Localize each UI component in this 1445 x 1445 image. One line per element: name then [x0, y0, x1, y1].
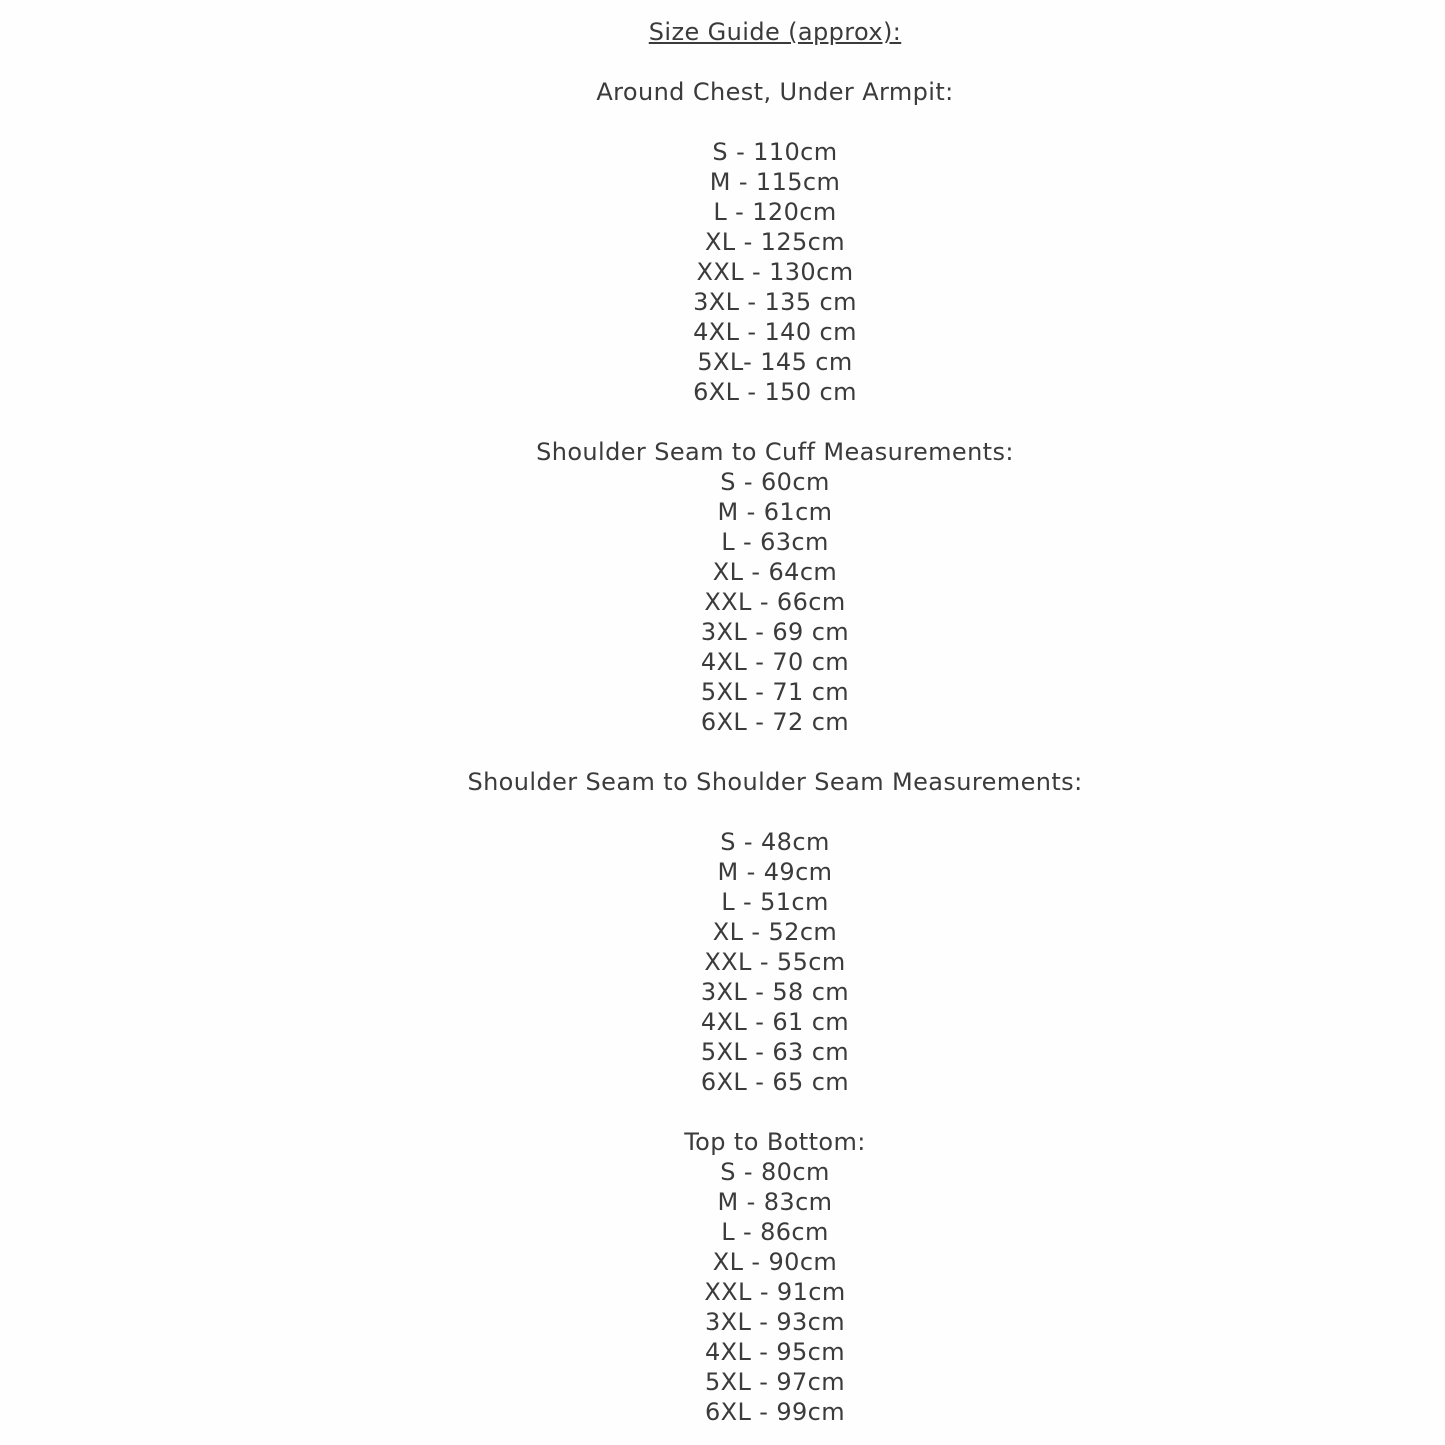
size-item: 5XL- 145 cm — [697, 348, 853, 376]
section-around-chest — [105, 77, 1445, 407]
size-item: 3XL - 93cm — [704, 1308, 846, 1336]
size-item: XXL - 130cm — [696, 258, 854, 286]
size-item: 6XL - 65 cm — [700, 1068, 850, 1096]
page-title: Size Guide (approx): — [648, 18, 902, 46]
size-item: 5XL - 71 cm — [700, 678, 850, 706]
size-item: M - 115cm — [709, 168, 841, 196]
size-item: L - 63cm — [721, 528, 829, 556]
section-header: Around Chest, Under Armpit: — [596, 78, 954, 106]
size-item: XL - 52cm — [712, 918, 838, 946]
size-item: XXL - 66cm — [704, 588, 846, 616]
section-shoulder-to-cuff — [105, 437, 1445, 737]
size-list — [105, 1157, 1445, 1427]
size-item: S - 60cm — [720, 468, 830, 496]
section-top-to-bottom — [105, 1127, 1445, 1427]
section-header: Shoulder Seam to Shoulder Seam Measurements: — [467, 768, 1083, 796]
section-header: Top to Bottom: — [684, 1128, 866, 1156]
size-item: 4XL - 70 cm — [700, 648, 850, 676]
size-item: M - 49cm — [717, 858, 833, 886]
size-item: XXL - 55cm — [704, 948, 846, 976]
size-item: 4XL - 140 cm — [693, 318, 857, 346]
section-header: Shoulder Seam to Cuff Measurements: — [536, 438, 1014, 466]
size-item: S - 80cm — [720, 1158, 830, 1186]
size-item: S - 110cm — [712, 138, 838, 166]
size-item: M - 83cm — [717, 1188, 833, 1216]
section-shoulder-to-shoulder — [105, 767, 1445, 1097]
size-item: XL - 125cm — [704, 228, 846, 256]
size-item: 6XL - 72 cm — [700, 708, 850, 736]
size-item: 3XL - 58 cm — [700, 978, 850, 1006]
size-list — [105, 827, 1445, 1097]
size-item: XXL - 91cm — [704, 1278, 846, 1306]
size-item: L - 51cm — [721, 888, 829, 916]
size-item: 4XL - 61 cm — [700, 1008, 850, 1036]
size-item: 6XL - 99cm — [704, 1398, 846, 1426]
size-list — [105, 467, 1445, 737]
size-item: XL - 64cm — [712, 558, 838, 586]
size-item: 3XL - 69 cm — [700, 618, 850, 646]
size-item: 5XL - 63 cm — [700, 1038, 850, 1066]
size-item: 5XL - 97cm — [704, 1368, 846, 1396]
size-item: 4XL - 95cm — [704, 1338, 846, 1366]
size-item: L - 120cm — [713, 198, 837, 226]
size-item: 6XL - 150 cm — [693, 378, 857, 406]
size-item: S - 48cm — [720, 828, 830, 856]
size-item: XL - 90cm — [712, 1248, 838, 1276]
size-list — [105, 137, 1445, 407]
size-item: L - 86cm — [721, 1218, 829, 1246]
size-item: M - 61cm — [717, 498, 833, 526]
size-item: 3XL - 135 cm — [693, 288, 857, 316]
